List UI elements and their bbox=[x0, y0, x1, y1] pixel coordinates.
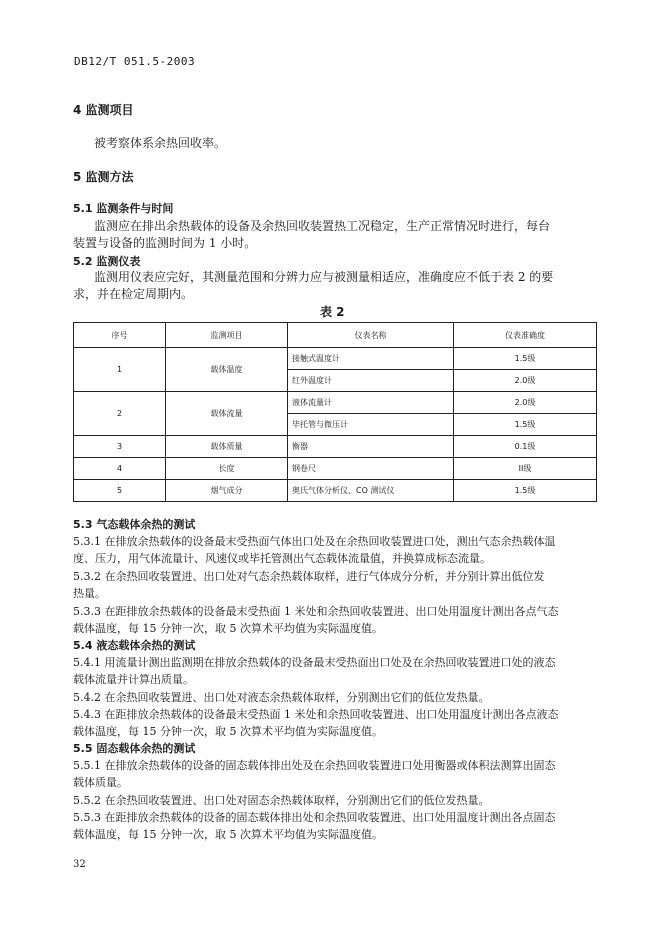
table-row bbox=[74, 392, 597, 414]
section-5-2-line-2: 求，并在检定周期内。 bbox=[73, 287, 194, 301]
instrument-name-cell: 液体流量计 bbox=[288, 392, 454, 414]
monitoring-item-cell: 载体质量 bbox=[166, 436, 288, 458]
accuracy-cell: 0.1级 bbox=[454, 436, 597, 458]
section-5-4-1-line-1: 5.4.1 用流量计测出监测期在排放余热载体的设备最末受热面出口处及在余热回收装置进口处的液态 bbox=[73, 656, 556, 669]
section-5-3-3-line-1: 5.3.3 在距排放余热载体的设备最末受热面 1 米处和余热回收装置进、出口处用温度计测出各点气态 bbox=[73, 605, 559, 618]
section-5-5-1-line-2: 载体质量。 bbox=[73, 776, 128, 789]
section-5-5-heading: 5.5 固态载体余热的测试 bbox=[73, 742, 196, 755]
instrument-name-cell: 奥氏气体分析仪、CO 测试仪 bbox=[288, 480, 454, 502]
section-5-2-line-1: 监测用仪表应完好，其测量范围和分辨力应与被测量相适应，准确度应不低于表 2 的要 bbox=[94, 270, 554, 284]
monitoring-item-cell: 长度 bbox=[166, 458, 288, 480]
table-row bbox=[74, 480, 597, 502]
section-5-2-heading: 5.2 监测仪表 bbox=[73, 255, 141, 268]
accuracy-cell: 2.0级 bbox=[454, 392, 597, 414]
row-number-cell: 1 bbox=[74, 348, 166, 392]
table-caption: 表 2 bbox=[320, 305, 345, 319]
instrument-name-cell: 钢卷尺 bbox=[288, 458, 454, 480]
table-header-row bbox=[74, 323, 597, 348]
accuracy-cell: 2.0级 bbox=[454, 370, 597, 392]
section-5-3-2-line-1: 5.3.2 在余热回收装置进、出口处对气态余热载体取样，进行气体成分分析，并分别计算出低位发 bbox=[73, 570, 545, 583]
table-header-cell: 仪表准确度 bbox=[454, 323, 597, 348]
accuracy-cell: II级 bbox=[454, 458, 597, 480]
section-5-3-2-line-2: 热量。 bbox=[73, 587, 106, 600]
section-5-5-1-line-1: 5.5.1 在排放余热载体的设备的固态载体排出处及在余热回收装置进口处用衡器或体积法测算出固态 bbox=[73, 759, 556, 772]
section-5-4-2-text: 5.4.2 在余热回收装置进、出口处对液态余热载体取样，分别测出它们的低位发热量。 bbox=[73, 691, 490, 704]
section-5-1-line-2: 装置与设备的监测时间为 1 小时。 bbox=[73, 236, 257, 250]
instrument-name-cell: 接触式温度计 bbox=[288, 348, 454, 370]
monitoring-item-cell: 载体温度 bbox=[166, 348, 288, 392]
document-id: DB12/T 051.5-2003 bbox=[74, 55, 196, 68]
table-row bbox=[74, 436, 597, 458]
accuracy-cell: 1.5级 bbox=[454, 348, 597, 370]
row-number-cell: 3 bbox=[74, 436, 166, 458]
section-5-3-1-line-2: 度、压力，用气体流量计、风速仪或毕托管测出气态载体流量值，并换算成标态流量。 bbox=[73, 552, 491, 565]
section-5-5-3-line-1: 5.5.3 在距排放余热载体的设备的固态载体排出处和余热回收装置进、出口处用温度计测出各点固态 bbox=[73, 811, 556, 824]
section-5-4-3-line-2: 载体温度，每 15 分钟一次，取 5 次算术平均值为实际温度值。 bbox=[73, 725, 383, 738]
instrument-table bbox=[73, 322, 597, 502]
page-number: 32 bbox=[73, 859, 86, 870]
section-5-5-2-text: 5.5.2 在余热回收装置进、出口处对固态余热载体取样，分别测出它们的低位发热量。 bbox=[73, 794, 490, 807]
section-4-text: 被考察体系余热回收率。 bbox=[94, 136, 227, 150]
table-row bbox=[74, 458, 597, 480]
section-5-1-heading: 5.1 监测条件与时间 bbox=[73, 202, 174, 215]
section-4-heading: 4 监测项目 bbox=[73, 103, 134, 117]
row-number-cell: 4 bbox=[74, 458, 166, 480]
section-5-5-3-line-2: 载体温度，每 15 分钟一次，取 5 次算术平均值为实际温度值。 bbox=[73, 828, 383, 841]
monitoring-item-cell: 烟气成分 bbox=[166, 480, 288, 502]
section-5-3-3-line-2: 载体温度，每 15 分钟一次，取 5 次算术平均值为实际温度值。 bbox=[73, 622, 383, 635]
accuracy-cell: 1.5级 bbox=[454, 480, 597, 502]
instrument-name-cell: 毕托管与微压计 bbox=[288, 414, 454, 436]
row-number-cell: 2 bbox=[74, 392, 166, 436]
section-5-heading: 5 监测方法 bbox=[73, 170, 134, 184]
section-5-1-line-1: 监测应在排出余热载体的设备及余热回收装置热工况稳定，生产正常情况时进行，每台 bbox=[94, 219, 551, 233]
table-header-cell: 监测项目 bbox=[166, 323, 288, 348]
row-number-cell: 5 bbox=[74, 480, 166, 502]
instrument-name-cell: 衡器 bbox=[288, 436, 454, 458]
table-row bbox=[74, 348, 597, 370]
section-5-3-heading: 5.3 气态载体余热的测试 bbox=[73, 518, 196, 531]
accuracy-cell: 1.5级 bbox=[454, 414, 597, 436]
section-5-4-1-line-2: 载体流量并计算出质量。 bbox=[73, 673, 194, 686]
instrument-name-cell: 红外温度计 bbox=[288, 370, 454, 392]
section-5-3-1-line-1: 5.3.1 在排放余热载体的设备最末受热面气体出口处及在余热回收装置进口处，测出气态余热载体温 bbox=[73, 535, 556, 548]
section-5-4-heading: 5.4 液态载体余热的测试 bbox=[73, 639, 196, 652]
section-5-4-3-line-1: 5.4.3 在距排放余热载体的设备最末受热面 1 米处和余热回收装置进、出口处用温度计测出各点液态 bbox=[73, 708, 559, 721]
monitoring-item-cell: 载体流量 bbox=[166, 392, 288, 436]
table-header-cell: 序号 bbox=[74, 323, 166, 348]
table-header-cell: 仪表名称 bbox=[288, 323, 454, 348]
